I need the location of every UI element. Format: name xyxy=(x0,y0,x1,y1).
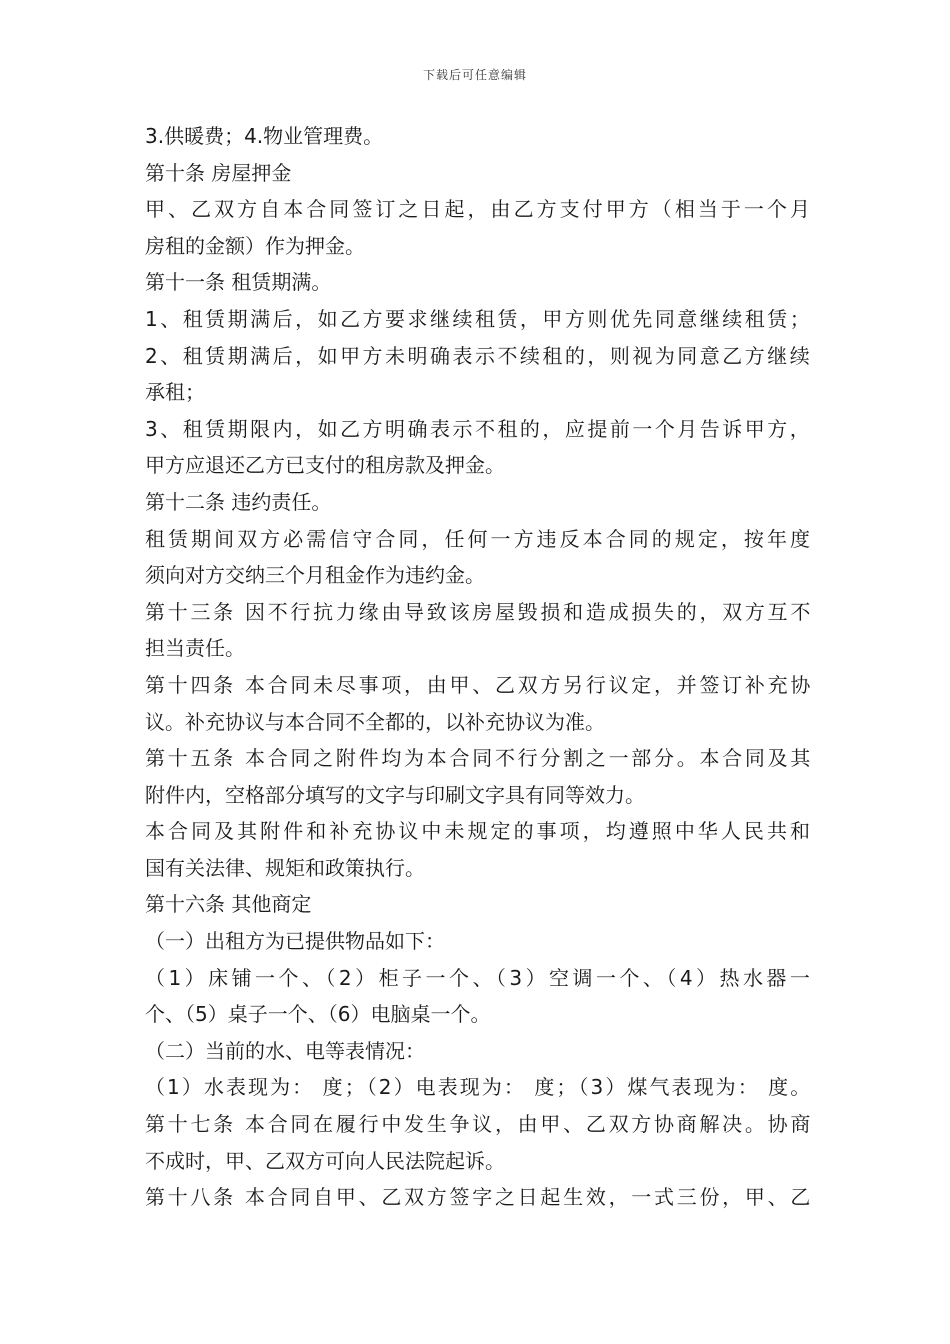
text-line: 第十八条 本合同自甲、乙双方签字之日起生效，一式三份，甲、乙 xyxy=(145,1185,814,1210)
text-line: （1）床铺一个、（2）柜子一个、（3）空调一个、（4）热水器一 xyxy=(145,965,814,990)
text-line: 第十三条 因不行抗力缘由导致该房屋毁损和造成损失的，双方互不 xyxy=(145,599,814,624)
text-line: 1、租赁期满后，如乙方要求继续租赁，甲方则优先同意继续租赁； xyxy=(145,306,813,331)
text-line: 附件内，空格部分填写的文字与印刷文字具有同等效力。 xyxy=(145,782,645,807)
text-line: 个、（5）桌子一个、（6）电脑桌一个。 xyxy=(145,1002,491,1027)
text-line: 须向对方交纳三个月租金作为违约金。 xyxy=(145,563,485,588)
text-line: 3.供暖费；4.物业管理费。 xyxy=(145,124,384,148)
text-line: 承租； xyxy=(145,380,205,405)
text-line: 2、租赁期满后，如甲方未明确表示不续租的，则视为同意乙方继续 xyxy=(145,343,813,368)
section-heading: 第十条 房屋押金 xyxy=(145,160,292,185)
text-line: 议。补充协议与本合同不全都的，以补充协议为准。 xyxy=(145,709,605,734)
section-heading: 第十二条 违约责任。 xyxy=(145,489,332,514)
text-line: 本合同及其附件和补充协议中未规定的事项，均遵照中华人民共和 xyxy=(145,819,814,844)
text-line: 第十七条 本合同在履行中发生争议，由甲、乙双方协商解决。协商 xyxy=(145,1112,814,1137)
text-line: 3、租赁期限内，如乙方明确表示不租的，应提前一个月告诉甲方， xyxy=(145,416,813,441)
section-heading: 第十一条 租赁期满。 xyxy=(145,270,332,295)
section-heading: 第十六条 其他商定 xyxy=(145,892,312,917)
document-body xyxy=(145,118,814,1216)
text-line: 租赁期间双方必需信守合同，任何一方违反本合同的规定，按年度 xyxy=(145,526,814,551)
text-line: 第十四条 本合同未尽事项，由甲、乙双方另行议定，并签订补充协 xyxy=(145,672,814,697)
text-line: （1）水表现为： 度；（2）电表现为： 度；（3）煤气表现为： 度。 xyxy=(145,1075,813,1100)
text-line: （二）当前的水、电等表情况： xyxy=(145,1038,425,1063)
text-line: 担当责任。 xyxy=(145,636,245,661)
text-line: 国有关法律、规矩和政策执行。 xyxy=(145,855,425,880)
page-header: 下载后可任意编辑 xyxy=(422,68,527,82)
text-line: 甲、乙双方自本合同签订之日起，由乙方支付甲方（相当于一个月 xyxy=(145,197,814,222)
text-line: （一）出租方为已提供物品如下： xyxy=(145,929,445,954)
text-line: 不成时，甲、乙双方可向人民法院起诉。 xyxy=(145,1148,505,1173)
text-line: 甲方应退还乙方已支付的租房款及押金。 xyxy=(145,453,505,478)
text-line: 房租的金额）作为押金。 xyxy=(145,233,365,258)
text-line: 第十五条 本合同之附件均为本合同不行分割之一部分。本合同及其 xyxy=(145,746,814,771)
